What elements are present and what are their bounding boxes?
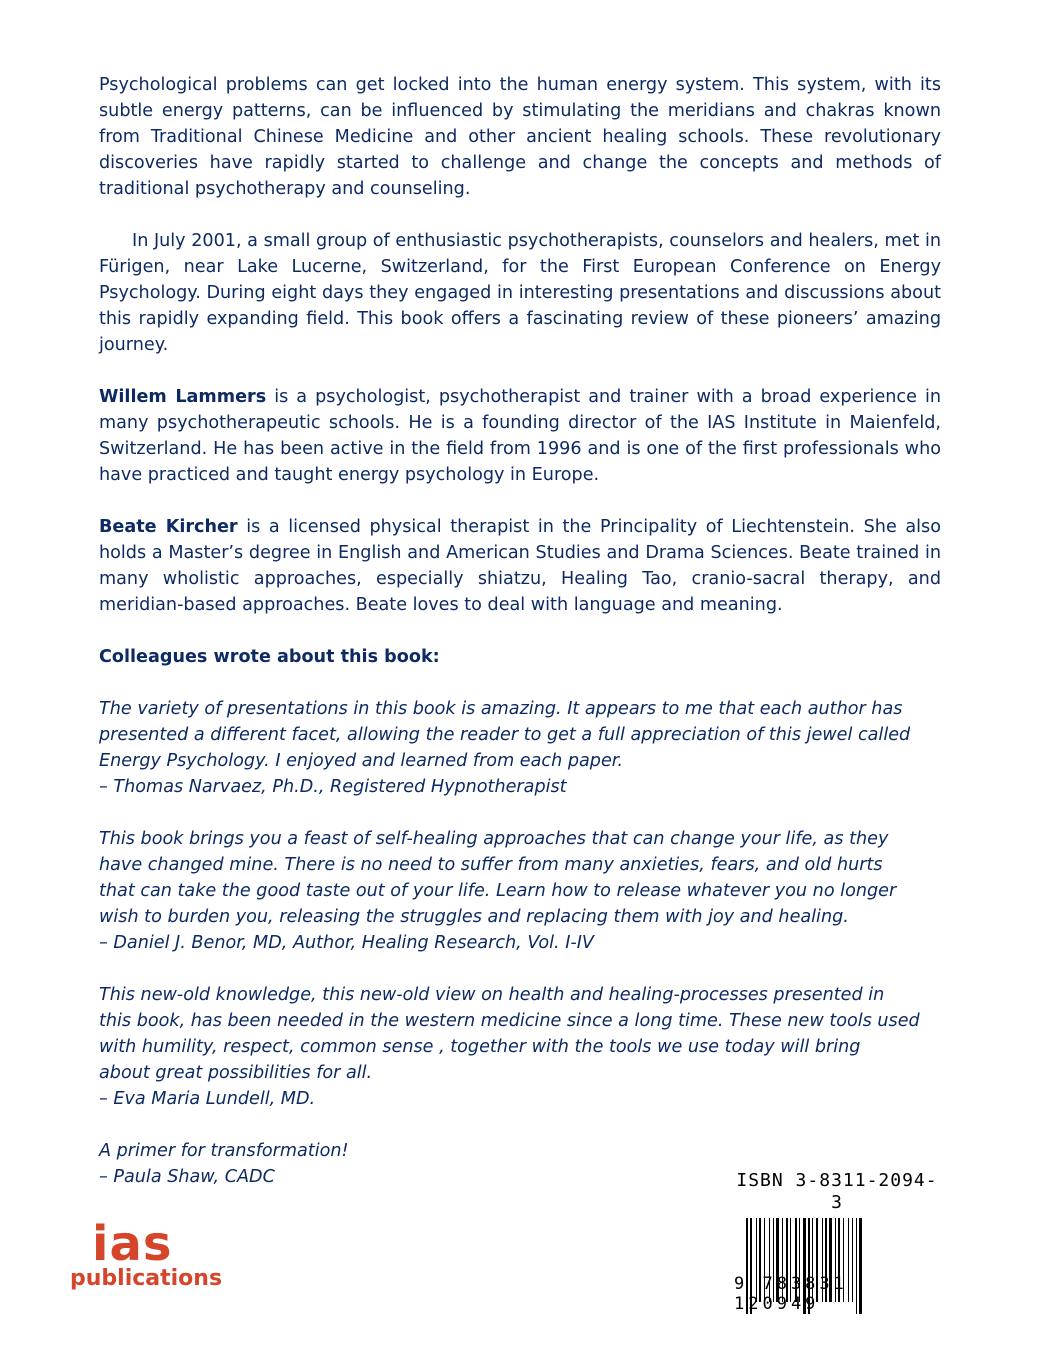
quote-line: The variety of presentations in this book is amazing. It appears to me that each author has [99, 699, 903, 719]
quote-line: wish to burden you, releasing the struggles and replacing them with joy and healing. [99, 907, 849, 927]
quote-attribution: – Thomas Narvaez, Ph.D., Registered Hypnotherapist [99, 777, 567, 797]
publisher-logo [70, 1216, 223, 1292]
back-cover-text [99, 72, 941, 1216]
conference-paragraph: In July 2001, a small group of enthusiastic psychotherapists, counselors and healers, met in Fürigen, near Lake Lucerne, Switzerland, for the First European Conference on Energy Psychology. During eight days they engaged in interesting presentations and discussions about this rapidly expanding field. This book offers a fascinating review of these pioneers’ amazing journey. [99, 231, 941, 355]
author-bio-text: is a licensed physical therapist in the Principality of Liechtenstein. She also holds a Master’s degree in English and American Studies and Drama Sciences. Beate trained in many wholistic approaches, especially shiatzu, Healing Tao, cranio-sacral therapy, and meridian-based approaches. Beate loves to deal with language and meaning. [99, 517, 941, 615]
quote-line: have changed mine. There is no need to suffer from many anxieties, fears, and old hurts [99, 855, 883, 875]
quote-attribution: – Paula Shaw, CADC [99, 1167, 275, 1187]
author-name: Beate Kircher [99, 517, 238, 537]
quote-narvaez [99, 696, 941, 800]
author-bio-beate [99, 514, 941, 618]
quote-line: presented a different facet, allowing the reader to get a full appreciation of this jewel called [99, 725, 911, 745]
quote-line: with humility, respect, common sense , together with the tools we use today will bring [99, 1037, 861, 1057]
quote-attribution: – Daniel J. Benor, MD, Author, Healing Research, Vol. I-IV [99, 933, 594, 953]
author-bio-text: is a psychologist, psychotherapist and trainer with a broad experience in many psychotherapeutic schools. He is a founding director of the IAS Institute in Maienfeld, Switzerland. He has been active in the field from 1996 and is one of the first professionals who have practiced and taught energy psychology in Europe. [99, 387, 941, 485]
quote-line: A primer for transformation! [99, 1141, 349, 1161]
quote-line: this book, has been needed in the western medicine since a long time. These new tools used [99, 1011, 920, 1031]
author-bio-willem [99, 384, 941, 488]
quote-attribution: – Eva Maria Lundell, MD. [99, 1089, 316, 1109]
logo-ias: ias [92, 1216, 173, 1272]
ean-number: 9 783831 120949 [734, 1274, 848, 1314]
quote-line: that can take the good taste out of your life. Learn how to release whatever you no longer [99, 881, 897, 901]
quote-line: This new-old knowledge, this new-old view on health and healing-processes presented in [99, 985, 885, 1005]
quote-benor [99, 826, 941, 956]
colleagues-heading: Colleagues wrote about this book: [99, 647, 440, 667]
author-name: Willem Lammers [99, 387, 267, 407]
isbn-barcode-block [734, 1170, 940, 1318]
isbn-label: ISBN 3-8311-2094-3 [736, 1170, 938, 1213]
logo-publications: publications [70, 1266, 223, 1291]
quote-lundell [99, 982, 941, 1112]
quote-line: This book brings you a feast of self-healing approaches that can change your life, as they [99, 829, 889, 849]
quote-line: Energy Psychology. I enjoyed and learned from each paper. [99, 751, 623, 771]
quote-line: about great possibilities for all. [99, 1063, 373, 1083]
intro-paragraph: Psychological problems can get locked into the human energy system. This system, with its subtle energy patterns, can be influenced by stimulating the meridians and chakras known from Traditional Chinese Medicine and other ancient healing schools. These revolutionary discoveries have rapidly started to challenge and change the concepts and methods of traditional psychotherapy and counseling. [99, 75, 941, 199]
